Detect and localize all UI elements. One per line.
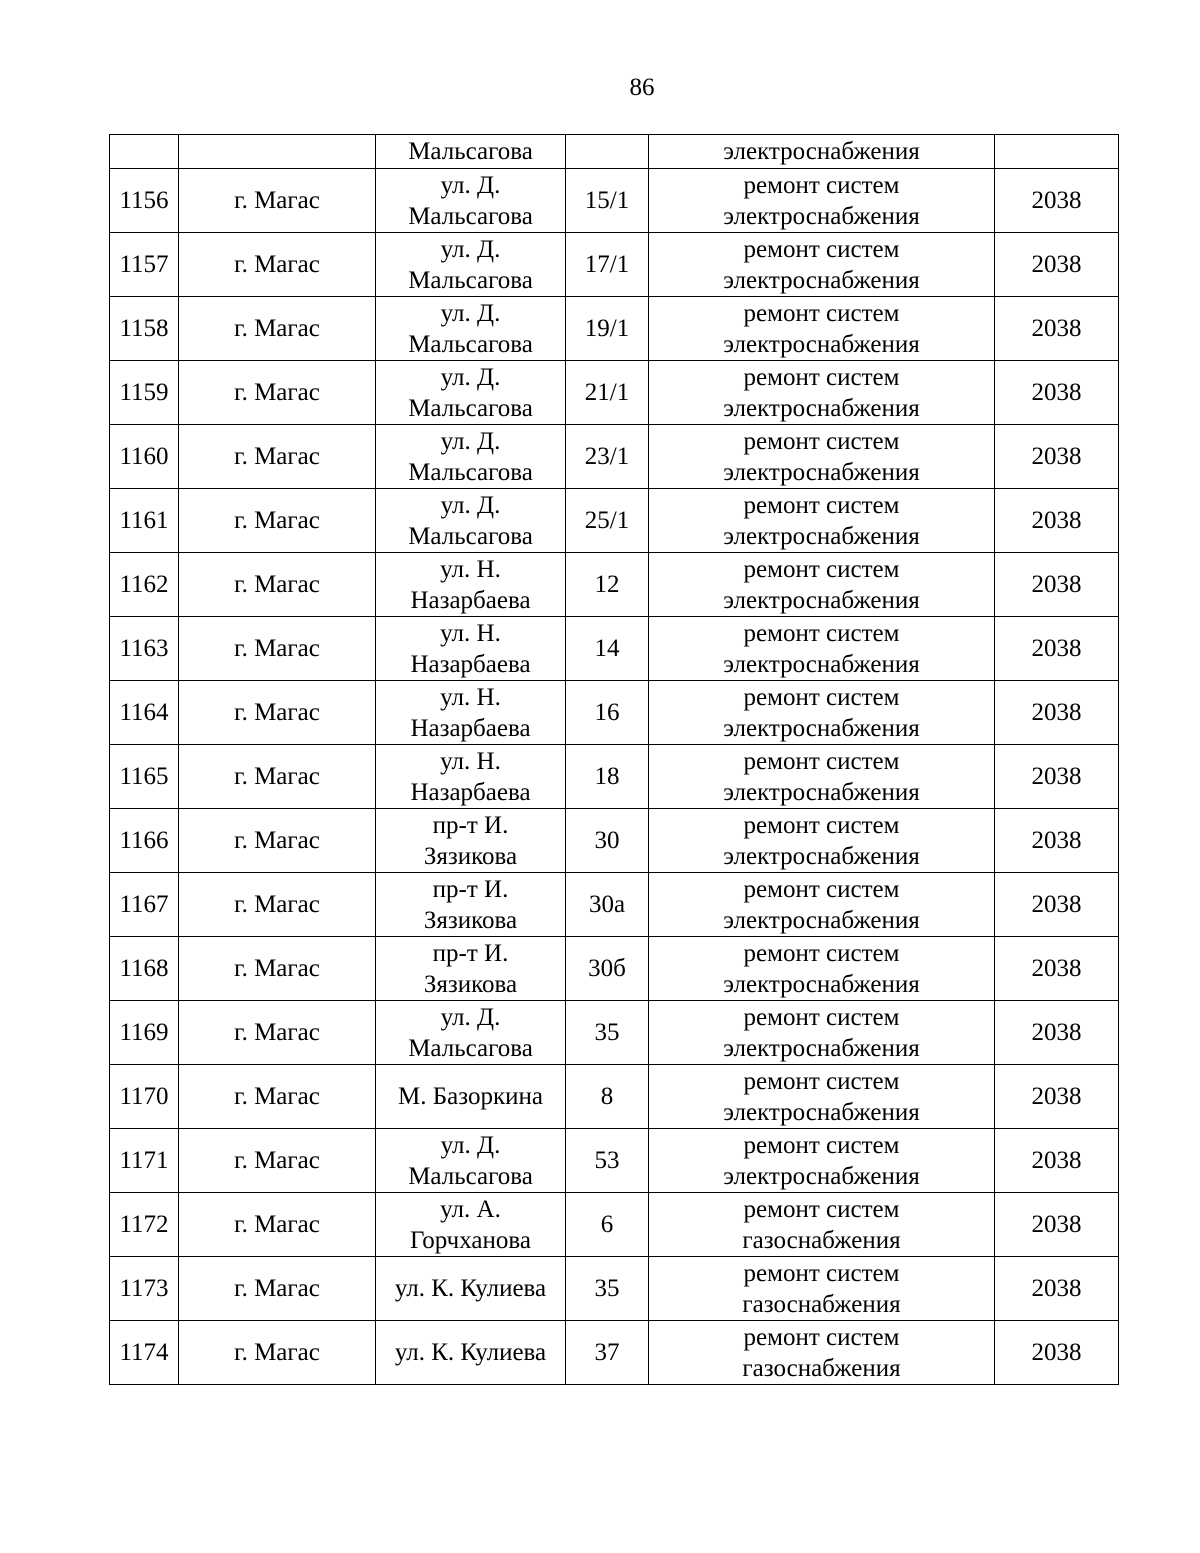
cell-city: г. Магас: [179, 169, 376, 233]
cell-street-line2: Мальсагова: [408, 458, 533, 486]
cell-city: г. Магас: [179, 297, 376, 361]
cell-work-type: [649, 1129, 995, 1193]
cell-house: 12: [566, 553, 649, 617]
cell-year: 2038: [995, 1321, 1119, 1385]
cell-work-type-line1: ремонт систем: [743, 235, 900, 263]
cell-street-line1: ул. Д.: [440, 427, 501, 455]
cell-work-type-line2: электроснабжения: [723, 714, 920, 742]
cell-work-type-line1: ремонт систем: [743, 1003, 900, 1031]
cell-house: 15/1: [566, 169, 649, 233]
cell-work-type: [649, 1321, 995, 1385]
cell-work-type-line1: ремонт систем: [743, 491, 900, 519]
cell-house: 18: [566, 745, 649, 809]
cell-no: 1168: [110, 937, 179, 1001]
cell-street-line2: Мальсагова: [408, 394, 533, 422]
cell-work-type: [649, 361, 995, 425]
continuation-row: [110, 135, 1119, 169]
cell-no: 1156: [110, 169, 179, 233]
cell-street-line2: Зязикова: [423, 906, 518, 934]
cell-street-line2: Мальсагова: [408, 522, 533, 550]
cell-year: [995, 135, 1119, 169]
cell-street-line2: Назарбаева: [410, 650, 531, 678]
cell-work-type: [649, 233, 995, 297]
cell-no: 1174: [110, 1321, 179, 1385]
cell-work-type-line2: газоснабжения: [742, 1290, 901, 1318]
cell-no: [110, 135, 179, 169]
cell-work-type: [649, 425, 995, 489]
cell-house: 17/1: [566, 233, 649, 297]
cell-street: [376, 361, 566, 425]
cell-work-type-line1: ремонт систем: [743, 939, 900, 967]
cell-no: 1166: [110, 809, 179, 873]
cell-city: г. Магас: [179, 425, 376, 489]
cell-work-type: [649, 553, 995, 617]
cell-work-type: [649, 489, 995, 553]
cell-house: 30а: [566, 873, 649, 937]
cell-year: 2038: [995, 681, 1119, 745]
cell-work-type-line1: ремонт систем: [743, 1195, 900, 1223]
cell-no: 1160: [110, 425, 179, 489]
table-row: [110, 937, 1119, 1001]
cell-house: 6: [566, 1193, 649, 1257]
cell-work-type-line2: электроснабжения: [723, 1098, 920, 1126]
cell-work-type-line2: электроснабжения: [723, 906, 920, 934]
cell-house: 35: [566, 1001, 649, 1065]
cell-street-line1: пр-т И.: [432, 811, 509, 839]
cell-work-type-line1: ремонт систем: [743, 1323, 900, 1351]
cell-house: 21/1: [566, 361, 649, 425]
cell-year: 2038: [995, 361, 1119, 425]
cell-street-line2: Назарбаева: [410, 714, 531, 742]
cell-work-type: [649, 937, 995, 1001]
table-row: [110, 1001, 1119, 1065]
cell-work-type-line2: электроснабжения: [723, 1162, 920, 1190]
cell-street-line2: Мальсагова: [408, 1034, 533, 1062]
cell-house: [566, 135, 649, 169]
cell-year: 2038: [995, 1257, 1119, 1321]
cell-year: 2038: [995, 1193, 1119, 1257]
cell-city: г. Магас: [179, 809, 376, 873]
cell-city: г. Магас: [179, 681, 376, 745]
table-row: [110, 169, 1119, 233]
cell-house: 30б: [566, 937, 649, 1001]
cell-house: 35: [566, 1257, 649, 1321]
cell-street: [376, 681, 566, 745]
table-row: [110, 1065, 1119, 1129]
page-number: 86: [629, 74, 655, 101]
cell-no: 1167: [110, 873, 179, 937]
cell-work-type: [649, 1257, 995, 1321]
cell-work-type-line1: ремонт систем: [743, 427, 900, 455]
cell-work-type: [649, 169, 995, 233]
cell-street: [376, 809, 566, 873]
cell-street-line2: Мальсагова: [408, 1162, 533, 1190]
cell-street: [376, 425, 566, 489]
cell-work-type-line1: ремонт систем: [743, 1259, 900, 1287]
cell-street-line1: ул. Д.: [440, 1131, 501, 1159]
cell-work-type: [649, 1193, 995, 1257]
cell-street: [376, 169, 566, 233]
cell-no: 1161: [110, 489, 179, 553]
table-row: [110, 617, 1119, 681]
cell-street-line1: ул. Н.: [440, 747, 501, 775]
table-row: [110, 361, 1119, 425]
cell-work-type-line2: электроснабжения: [723, 970, 920, 998]
cell-street-line1: М. Базоркина: [398, 1083, 543, 1110]
cell-year: 2038: [995, 937, 1119, 1001]
cell-work-type-line1: ремонт систем: [743, 555, 900, 583]
cell-street: [376, 1001, 566, 1065]
cell-street-line2: Мальсагова: [408, 330, 533, 358]
cell-work-type-line2: электроснабжения: [723, 650, 920, 678]
cell-year: 2038: [995, 809, 1119, 873]
cell-work-type-line2: электроснабжения: [723, 522, 920, 550]
cell-street-line1: пр-т И.: [432, 875, 509, 903]
table-row: [110, 1129, 1119, 1193]
table-row: [110, 553, 1119, 617]
cell-city: г. Магас: [179, 1321, 376, 1385]
cell-street-line1: ул. А.: [440, 1195, 501, 1223]
cell-year: 2038: [995, 425, 1119, 489]
cell-no: 1159: [110, 361, 179, 425]
cell-no: 1163: [110, 617, 179, 681]
cell-street-line1: ул. К. Кулиева: [394, 1275, 547, 1302]
cell-work-type-line1: ремонт систем: [743, 875, 900, 903]
cell-house: 14: [566, 617, 649, 681]
cell-city: г. Магас: [179, 1193, 376, 1257]
cell-work-type-line1: ремонт систем: [743, 1131, 900, 1159]
cell-work-type: [649, 1065, 995, 1129]
table-row: [110, 425, 1119, 489]
cell-street-line1: ул. К. Кулиева: [394, 1339, 547, 1366]
cell-no: 1172: [110, 1193, 179, 1257]
cell-work-type: [649, 297, 995, 361]
cell-work-type-line2: электроснабжения: [723, 1034, 920, 1062]
cell-year: 2038: [995, 1129, 1119, 1193]
cell-city: г. Магас: [179, 1065, 376, 1129]
cell-street: [376, 937, 566, 1001]
cell-street-line2: Мальсагова: [408, 266, 533, 294]
cell-street-line2: Назарбаева: [410, 586, 531, 614]
table-body: [110, 135, 1119, 1385]
cell-city: г. Магас: [179, 937, 376, 1001]
cell-house: 16: [566, 681, 649, 745]
cell-year: 2038: [995, 489, 1119, 553]
cell-work-type-line1: ремонт систем: [743, 619, 900, 647]
table-row: [110, 873, 1119, 937]
cell-street: [376, 233, 566, 297]
cell-work-type-line1: ремонт систем: [743, 747, 900, 775]
cell-street: [376, 1193, 566, 1257]
cell-street: Мальсагова: [376, 135, 566, 169]
table-row: [110, 681, 1119, 745]
cell-work-type-line1: ремонт систем: [743, 683, 900, 711]
cell-city: г. Магас: [179, 617, 376, 681]
cell-house: 19/1: [566, 297, 649, 361]
cell-year: 2038: [995, 233, 1119, 297]
cell-street: [376, 489, 566, 553]
cell-street: [376, 1129, 566, 1193]
cell-year: 2038: [995, 169, 1119, 233]
table-row: [110, 745, 1119, 809]
cell-city: г. Магас: [179, 233, 376, 297]
table-row: [110, 1193, 1119, 1257]
cell-work-type-line2: газоснабжения: [742, 1226, 901, 1254]
cell-street: [376, 617, 566, 681]
cell-house: 8: [566, 1065, 649, 1129]
cell-street: [376, 297, 566, 361]
cell-house: 25/1: [566, 489, 649, 553]
cell-city: г. Магас: [179, 553, 376, 617]
cell-street-line1: ул. Д.: [440, 363, 501, 391]
cell-street-line2: Зязикова: [423, 842, 518, 870]
cell-year: 2038: [995, 553, 1119, 617]
cell-year: 2038: [995, 1001, 1119, 1065]
cell-city: г. Магас: [179, 1001, 376, 1065]
cell-no: 1170: [110, 1065, 179, 1129]
cell-work-type: электроснабжения: [649, 135, 995, 169]
cell-city: г. Магас: [179, 489, 376, 553]
cell-work-type-line2: газоснабжения: [742, 1354, 901, 1382]
cell-no: 1158: [110, 297, 179, 361]
cell-city: г. Магас: [179, 1257, 376, 1321]
cell-work-type-line2: электроснабжения: [723, 202, 920, 230]
cell-work-type-line2: электроснабжения: [723, 586, 920, 614]
cell-street-line1: ул. Н.: [440, 619, 501, 647]
cell-work-type-line2: электроснабжения: [723, 266, 920, 294]
cell-street-line2: Зязикова: [423, 970, 518, 998]
cell-house: 23/1: [566, 425, 649, 489]
cell-street-line1: пр-т И.: [432, 939, 509, 967]
cell-no: 1165: [110, 745, 179, 809]
cell-house: 53: [566, 1129, 649, 1193]
cell-work-type: [649, 745, 995, 809]
cell-street-line1: ул. Н.: [440, 683, 501, 711]
table-row: [110, 233, 1119, 297]
cell-street-line1: ул. Д.: [440, 299, 501, 327]
cell-street-line2: Горчханова: [410, 1226, 531, 1254]
cell-street-line1: ул. Д.: [440, 171, 501, 199]
cell-no: 1171: [110, 1129, 179, 1193]
cell-city: г. Магас: [179, 361, 376, 425]
cell-street: [376, 873, 566, 937]
repair-schedule-table: [109, 134, 1119, 1385]
cell-street-line1: ул. Д.: [440, 491, 501, 519]
cell-work-type-line1: ремонт систем: [743, 299, 900, 327]
cell-no: 1162: [110, 553, 179, 617]
cell-work-type-line2: электроснабжения: [723, 842, 920, 870]
cell-street-line2: Назарбаева: [410, 778, 531, 806]
table-row: [110, 1257, 1119, 1321]
cell-street: [376, 1065, 566, 1129]
table-row: [110, 297, 1119, 361]
cell-work-type-line2: электроснабжения: [723, 458, 920, 486]
cell-city: [179, 135, 376, 169]
cell-work-type: [649, 1001, 995, 1065]
cell-work-type: [649, 873, 995, 937]
table-row: [110, 809, 1119, 873]
cell-city: г. Магас: [179, 745, 376, 809]
cell-street-line1: ул. Д.: [440, 1003, 501, 1031]
cell-street: [376, 1321, 566, 1385]
cell-work-type-line1: ремонт систем: [743, 811, 900, 839]
cell-street-line1: ул. Д.: [440, 235, 501, 263]
cell-year: 2038: [995, 297, 1119, 361]
cell-year: 2038: [995, 617, 1119, 681]
cell-work-type-line2: электроснабжения: [723, 394, 920, 422]
table-row: [110, 1321, 1119, 1385]
table-row: [110, 489, 1119, 553]
cell-work-type-line1: ремонт систем: [743, 171, 900, 199]
cell-no: 1164: [110, 681, 179, 745]
cell-no: 1169: [110, 1001, 179, 1065]
cell-street: [376, 553, 566, 617]
cell-work-type-line2: электроснабжения: [723, 778, 920, 806]
cell-work-type-line1: ремонт систем: [743, 363, 900, 391]
cell-year: 2038: [995, 1065, 1119, 1129]
cell-work-type: [649, 681, 995, 745]
cell-street: [376, 1257, 566, 1321]
cell-no: 1157: [110, 233, 179, 297]
cell-city: г. Магас: [179, 873, 376, 937]
cell-work-type: [649, 617, 995, 681]
cell-work-type-line1: ремонт систем: [743, 1067, 900, 1095]
cell-street: [376, 745, 566, 809]
cell-year: 2038: [995, 873, 1119, 937]
cell-street-line2: Мальсагова: [408, 202, 533, 230]
cell-year: 2038: [995, 745, 1119, 809]
cell-house: 30: [566, 809, 649, 873]
cell-house: 37: [566, 1321, 649, 1385]
cell-work-type: [649, 809, 995, 873]
cell-street-line1: ул. Н.: [440, 555, 501, 583]
cell-work-type-line2: электроснабжения: [723, 330, 920, 358]
cell-city: г. Магас: [179, 1129, 376, 1193]
cell-no: 1173: [110, 1257, 179, 1321]
